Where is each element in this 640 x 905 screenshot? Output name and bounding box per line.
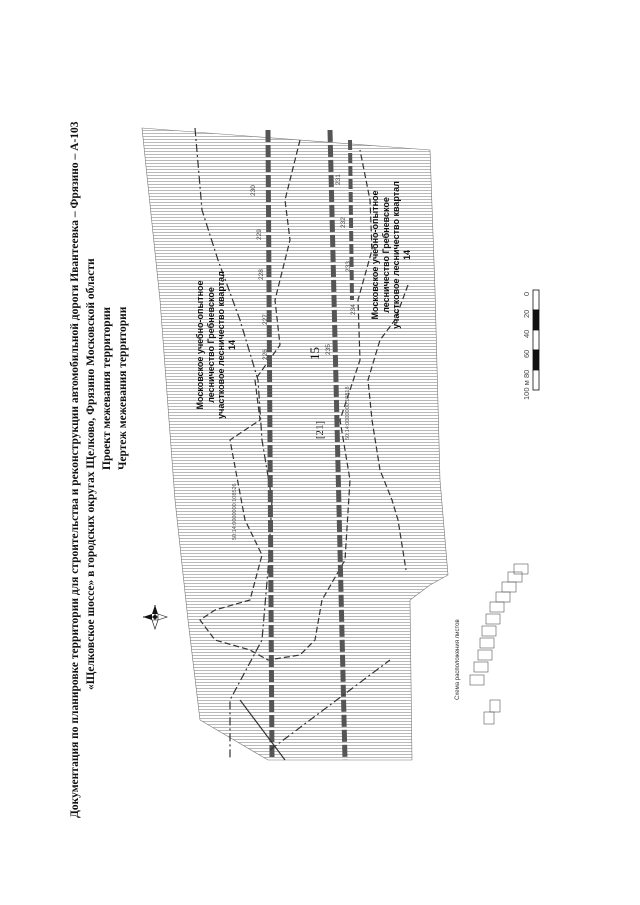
cadastral-number-upper: 50:14:0000000:108526 xyxy=(232,483,238,540)
point-number: 231 xyxy=(335,174,342,185)
point-number: 226 xyxy=(262,349,269,360)
parcel-number: 15 xyxy=(307,347,322,360)
point-number: 233 xyxy=(345,261,352,272)
forest-label-left: Московское учебно-опытное лесничество Гребневское участковое лесничество квартал 14 xyxy=(195,271,237,419)
document-title-line-2: «Щелковское шоссе» в городских округах Щелково, Фрязино Московской области xyxy=(85,258,97,690)
north-arrow-icon xyxy=(143,605,167,629)
point-number: 230 xyxy=(250,185,257,196)
sheets-layout-scheme xyxy=(470,564,528,724)
drawing-title: Чертеж межевания территории xyxy=(117,306,129,470)
point-number: 234 xyxy=(350,304,357,315)
sheets-layout-title: Схема расположения листов xyxy=(455,619,461,700)
point-number: 228 xyxy=(258,269,265,280)
project-title: Проект межевания территории xyxy=(101,307,113,470)
point-number: 232 xyxy=(340,217,347,228)
scale-tick: 0 xyxy=(522,291,531,296)
point-number: 227 xyxy=(262,314,269,325)
point-number: 229 xyxy=(256,229,263,240)
point-number: 235 xyxy=(325,344,332,355)
scale-tick: 100 м xyxy=(522,380,531,400)
scale-tick: 40 xyxy=(522,329,531,338)
document-title-line-1: Документация по планировке территории для строительства и реконструкции автомобильной дороги Ивантеевка – Фрязино – А-103 xyxy=(69,121,81,818)
scale-bar xyxy=(533,290,539,390)
scale-tick: 20 xyxy=(522,309,531,318)
scale-tick: 60 xyxy=(522,349,531,358)
forest-label-right: Московское учебно-опытное лесничество Гребневское участковое лесничество квартал 14 xyxy=(370,181,412,329)
cadastral-number-lower: 50:14:0000000:10818 xyxy=(345,386,351,440)
scale-tick: 80 xyxy=(522,369,531,378)
